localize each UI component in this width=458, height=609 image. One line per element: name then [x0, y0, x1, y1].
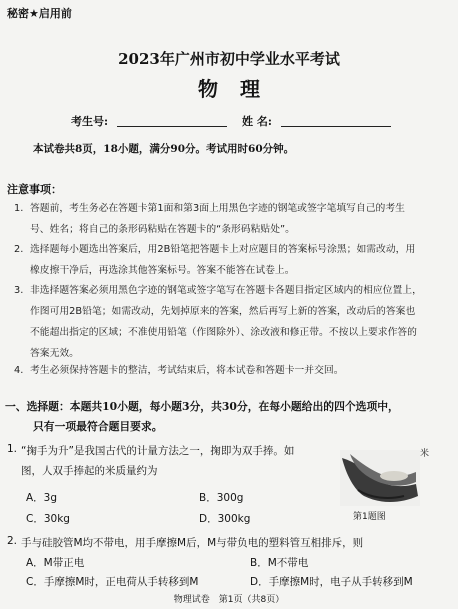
- figure-label: 米: [420, 449, 430, 459]
- confidential-label: 秘密★启用前: [7, 7, 72, 20]
- question-number: 2.: [7, 535, 18, 547]
- exam-title: 2023年广州市初中学业水平考试: [118, 50, 340, 68]
- note-item: [14, 360, 422, 381]
- figure-caption: 第1题图: [353, 512, 386, 522]
- option-d: D．手摩擦M时，电子从手转移到M: [250, 576, 413, 588]
- subject-title: 物理: [198, 77, 282, 101]
- note-item: [14, 198, 422, 240]
- note-item: [14, 239, 422, 281]
- notes-heading: 注意事项：: [7, 183, 62, 196]
- option-c: C．30kg: [26, 513, 70, 525]
- note-text: 考生必须保持答题卡的整洁，考试结束后，将本试卷和答题卡一并交回。: [30, 365, 344, 376]
- question-stem-line2: 图，人双手捧起的米质量约为: [21, 465, 158, 477]
- candidate-number-label: 考生号:: [71, 115, 109, 128]
- note-text: 非选择题答案必须用黑色字迹的钢笔或签字笔写在答题卡各题目指定区域内的相应位置上，作图可用2B铅笔；如需改动，先划掉原来的答案，然后再写上新的答案，改动后的答案也不能超出指定的区域；不准使用铅笔（作图除外）、涂改液和修正带。不按以上要求作答的答案无效。: [30, 285, 422, 359]
- option-d: D．300kg: [199, 513, 251, 525]
- section-heading-line2: 只有一项最符合题目要求。: [33, 420, 163, 433]
- name-label: 姓 名:: [242, 115, 272, 128]
- section-heading: [5, 397, 445, 437]
- option-b: B．M不带电: [250, 557, 309, 569]
- hands-holding-rice-image: [340, 450, 420, 506]
- option-c: C．手摩擦M时，正电荷从手转移到M: [26, 576, 199, 588]
- option-b: B．300g: [199, 492, 244, 504]
- name-line: [281, 126, 391, 127]
- note-number: 4.: [14, 365, 24, 376]
- note-item: [14, 280, 422, 364]
- note-number: 3.: [14, 285, 24, 296]
- question-stem: 手与硅胶管M均不带电，用手摩擦M后，M与带负电的塑料管互相排斥，则: [21, 537, 364, 549]
- note-text: 选择题每小题选出答案后，用2B铅笔把答题卡上对应题目的答案标号涂黑；如需改动，用橡皮擦干净后，再选涂其他答案标号。答案不能答在试卷上。: [30, 244, 416, 276]
- exam-info: 本试卷共8页，18小题，满分90分。考试用时60分钟。: [33, 143, 295, 155]
- note-text: 答题前，考生务必在答题卡第1面和第3面上用黑色字迹的钢笔或签字笔填写自己的考生号、姓名；将自己的条形码粘贴在答题卡的“条形码粘贴处”。: [30, 203, 405, 235]
- section-heading-line1: 一、选择题：本题共10小题，每小题3分，共30分，在每小题给出的四个选项中，: [5, 400, 399, 413]
- note-number: 2.: [14, 244, 24, 255]
- option-a: A．3g: [26, 492, 58, 504]
- option-a: A．M带正电: [26, 557, 85, 569]
- question-number: 1.: [7, 443, 18, 455]
- note-number: 1.: [14, 203, 24, 214]
- question-stem-line1: “掬手为升”是我国古代的计量方法之一，掬即为双手捧。如: [21, 445, 295, 457]
- candidate-number-line: [117, 126, 227, 127]
- page-footer: 物理试卷 第1页（共8页）: [173, 595, 285, 605]
